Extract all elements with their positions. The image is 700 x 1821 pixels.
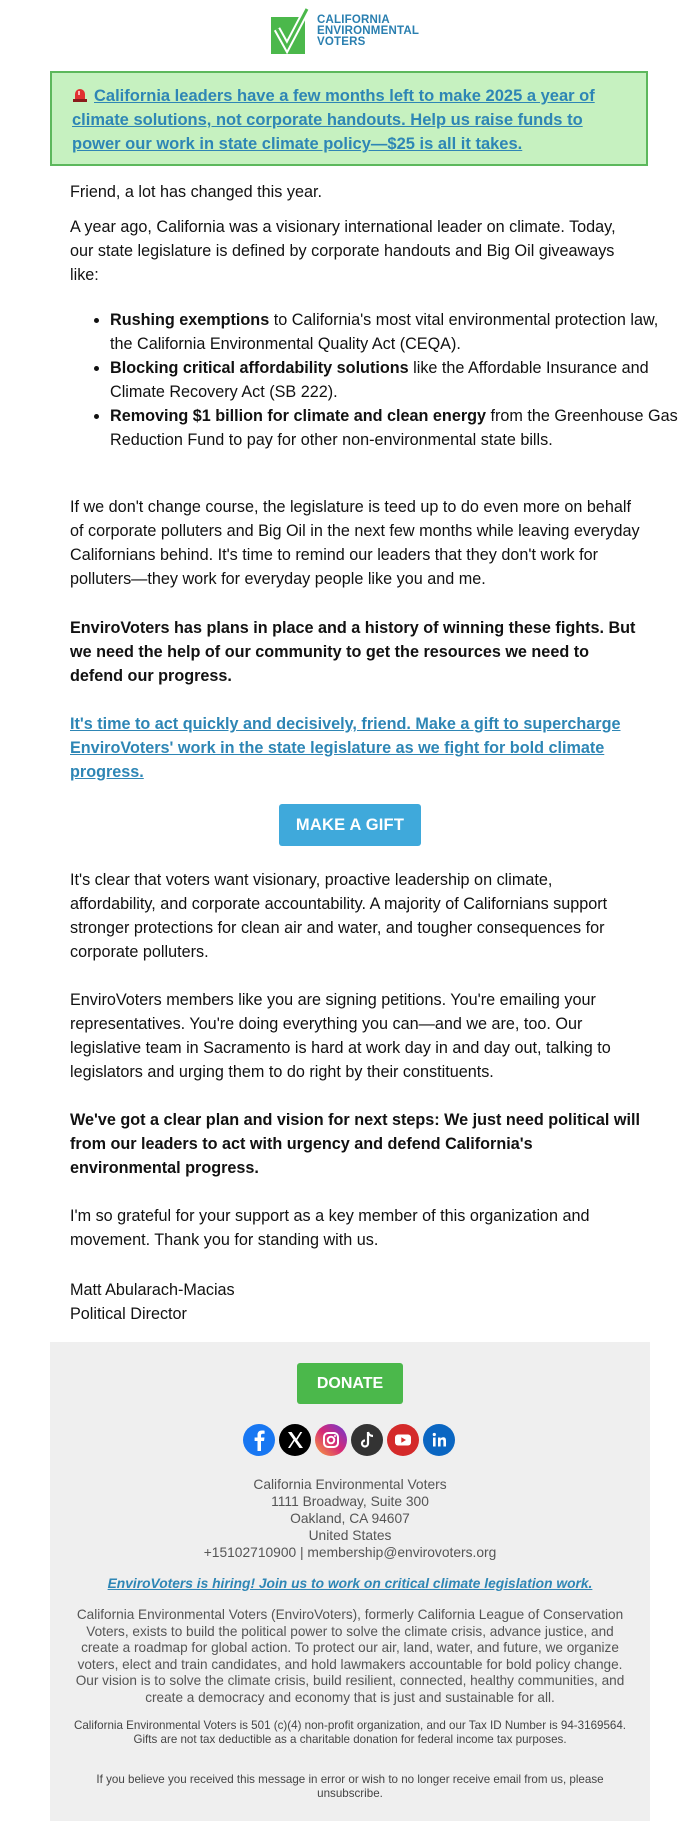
signature-name: Matt Abularach-Macias: [70, 1281, 235, 1299]
x-icon[interactable]: [279, 1424, 311, 1456]
linkedin-icon[interactable]: [423, 1424, 455, 1456]
bullet-bold: Blocking critical affordability solutions: [110, 359, 409, 377]
logo-wordmark: [317, 15, 419, 48]
paragraph-voters: It's clear that voters want visionary, proactive leadership on climate, affordability, and corporate accountability. A majority of Californians support stronger protections for clean air and water, and tougher consequences for corporate polluters.: [70, 871, 608, 961]
paragraph-plan-vision: We've got a clear plan and vision for next steps: We just need political will from our leaders to act with urgency and defend California's environmental progress.: [70, 1111, 640, 1177]
legal-text: California Environmental Voters is 501 (c)(4) non-profit organization, and our Tax ID Number is 94-3169564. Gifts are not tax deductible as a charitable donation for federal income tax purposes.: [73, 1719, 627, 1747]
logo-line-2: ENVIRONMENTAL: [317, 24, 420, 37]
contact-line: +15102710900 | membership@envirovoters.org: [203, 1545, 497, 1560]
alert-banner: [50, 71, 648, 166]
bullet-rest: from the Greenhouse Gas Reduction Fund to pay for other non-environmental state bills.: [110, 407, 678, 449]
logo[interactable]: [271, 6, 436, 56]
greeting: Friend, a lot has changed this year.: [70, 183, 322, 201]
paragraph-members: EnviroVoters members like you are signing petitions. You're emailing your representatives. You're doing everything you can—and we are, too. Our legislative team in Sacramento is hard at work day in and day out, talking to legislators and urging them to do right by their constituents.: [70, 991, 611, 1081]
checkmark-logo-icon: [271, 7, 311, 55]
logo-line-3: VOTERS: [317, 35, 366, 48]
list-item: [110, 308, 680, 356]
youtube-icon[interactable]: [387, 1424, 419, 1456]
cta-link[interactable]: It's time to act quickly and decisively, friend. Make a gift to supercharge EnviroVoters' work in the state legislature as we fight for bold climate progress.: [70, 715, 621, 781]
signature-title: Political Director: [70, 1305, 187, 1323]
address-line-2: Oakland, CA 94607: [290, 1511, 410, 1526]
alert-link[interactable]: California leaders have a few months left to make 2025 a year of climate solutions, not corporate handouts. Help us raise funds to power our work in state climate policy—$25 is all it takes.: [72, 87, 595, 153]
make-a-gift-button[interactable]: MAKE A GIFT: [279, 804, 421, 846]
facebook-icon[interactable]: [243, 1424, 275, 1456]
address-country: United States: [308, 1528, 392, 1543]
hiring-link[interactable]: EnviroVoters is hiring! Join us to work on critical climate legislation work.: [107, 1576, 593, 1591]
logo-line-1: CALIFORNIA: [317, 13, 390, 26]
bullet-bold: Removing $1 billion for climate and clean energy: [110, 407, 487, 425]
signature: [70, 1278, 235, 1326]
list-item: [110, 356, 680, 404]
footer: [50, 1342, 650, 1821]
bullet-bold: Rushing exemptions: [110, 311, 270, 329]
social-links: [243, 1424, 455, 1456]
list-item: [110, 404, 680, 452]
donate-button[interactable]: DONATE: [297, 1363, 403, 1404]
tiktok-icon[interactable]: [351, 1424, 383, 1456]
address-line-1: 1111 Broadway, Suite 300: [271, 1494, 429, 1509]
paragraph-plans: EnviroVoters has plans in place and a history of winning these fights. But we need the help of our community to get the resources we need to defend our progress.: [70, 619, 636, 685]
siren-icon: [72, 88, 88, 102]
bullet-rest: to California's most vital environmental protection law, the California Environmental Quality Act (CEQA).: [110, 311, 659, 353]
about-text: California Environmental Voters (EnviroVoters), formerly California League of Conservation Voters, exists to build the political power to solve the climate crisis, advance justice, and create a roadmap for global action. To protect our air, land, water, and future, we organize voters, elect and train candidates, and hold lawmakers accountable for bold policy change. Our vision is to solve the climate crisis, build resilient, connected, healthy communities, and create a democracy and economy that is just and sustainable for all.: [75, 1607, 625, 1705]
paragraph-intro: A year ago, California was a visionary international leader on climate. Today, our state legislature is defined by corporate handouts and Big Oil giveaways like:: [70, 218, 616, 284]
paragraph-gratitude: I'm so grateful for your support as a key member of this organization and movement. Thank you for standing with us.: [70, 1207, 590, 1249]
bullet-list: [70, 308, 680, 452]
paragraph-cta: [70, 712, 640, 784]
instagram-icon[interactable]: [315, 1424, 347, 1456]
paragraph-course: If we don't change course, the legislature is teed up to do even more on behalf of corporate polluters and Big Oil in the next few months while leaving everyday Californians behind. It's time to remind our leaders that they don't work for polluters—they work for everyday people like you and me.: [70, 498, 640, 588]
org-name: California Environmental Voters: [253, 1477, 447, 1492]
unsubscribe-text: If you believe you received this message in error or wish to no longer receive email from us, please unsubscribe.: [96, 1773, 604, 1801]
bullet-rest: like the Affordable Insurance and Climate Recovery Act (SB 222).: [110, 359, 649, 401]
